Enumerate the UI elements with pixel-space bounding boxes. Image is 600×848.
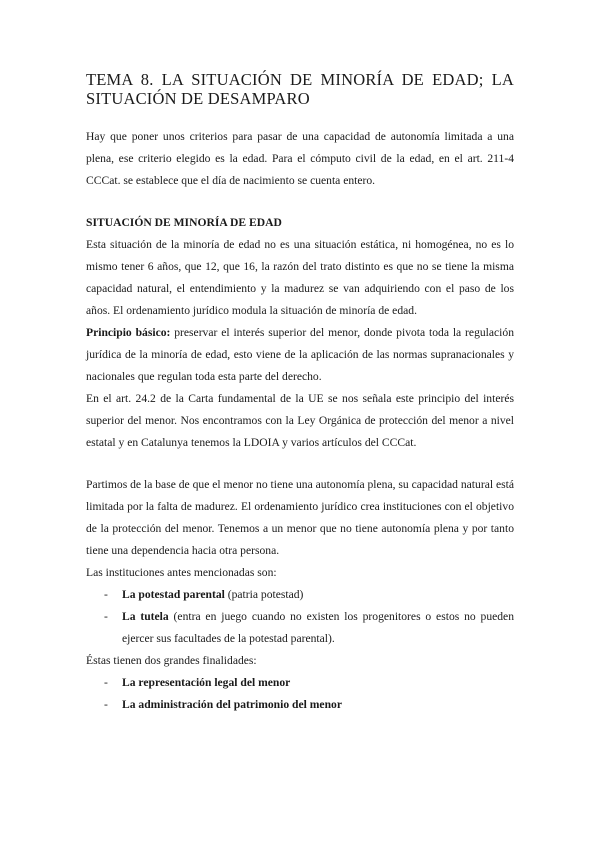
spacer [86,454,514,474]
section-paragraph-3: En el art. 24.2 de la Carta fundamental de la UE se nos señala este principio del interés superior del menor. Nos encontramos con la Ley Orgánica de protección del menor a nivel estatal y en Catalunya tenemos la LDOIA y varios artículos del CCCat. [86,392,514,449]
list-item [86,694,514,716]
purposes-intro: Éstas tienen dos grandes finalidades: [86,654,257,667]
section-paragraph-4: Partimos de la base de que el menor no tiene una autonomía plena, su capacidad natural está limitada por la falta de madurez. El ordenamiento jurídico crea instituciones con el objetivo de la protección del menor. Tenemos a un menor que no tiene autonomía plena y por tanto tiene una dependencia hacia otra persona. [86,478,514,557]
list-item [86,672,514,694]
list-item-text: (patria potestad) [224,588,304,601]
list-item [86,606,514,650]
list-item-text: (entra en juego cuando no existen los progenitores o estos no pueden ejercer sus facultades de la potestad parental). [122,610,515,645]
principle-paragraph [86,322,514,388]
dash-bullet: - [104,698,108,711]
list-item-bold: La representación legal del menor [122,676,291,689]
list-item-bold: La tutela [122,610,169,623]
document-page [86,70,514,716]
institutions-intro: Las instituciones antes mencionadas son: [86,566,277,579]
principle-text: preservar el interés superior del menor, donde pivota toda la regulación jurídica de la minoría de edad, esto viene de la aplicación de las normas supranacionales y nacionales que regulan toda esta parte del derecho. [86,326,514,383]
dash-bullet: - [104,676,108,689]
purposes-list [86,672,514,716]
spacer [86,192,514,212]
dash-bullet: - [104,588,108,601]
document-title: TEMA 8. LA SITUACIÓN DE MINORÍA DE EDAD; LA SITUACIÓN DE DESAMPARO [86,70,514,108]
institutions-list [86,584,514,650]
principle-label: Principio básico: [86,326,171,339]
dash-bullet: - [104,610,108,623]
list-item-bold: La potestad parental [122,588,225,601]
section-heading: SITUACIÓN DE MINORÍA DE EDAD [86,216,282,229]
list-item [86,584,514,606]
intro-paragraph: Hay que poner unos criterios para pasar de una capacidad de autonomía limitada a una plena, ese criterio elegido es la edad. Para el cómputo civil de la edad, en el art. 211-4 CCCat. se establece que el día de nacimiento se cuenta entero. [86,130,514,187]
section-paragraph-1: Esta situación de la minoría de edad no es una situación estática, ni homogénea, no es lo mismo tener 6 años, que 12, que 16, la razón del trato distinto es que no se tiene la misma capacidad natural, el entendimiento y la madurez se van adquiriendo con el paso de los años. El ordenamiento jurídico modula la situación de minoría de edad. [86,238,514,317]
list-item-bold: La administración del patrimonio del menor [122,698,342,711]
